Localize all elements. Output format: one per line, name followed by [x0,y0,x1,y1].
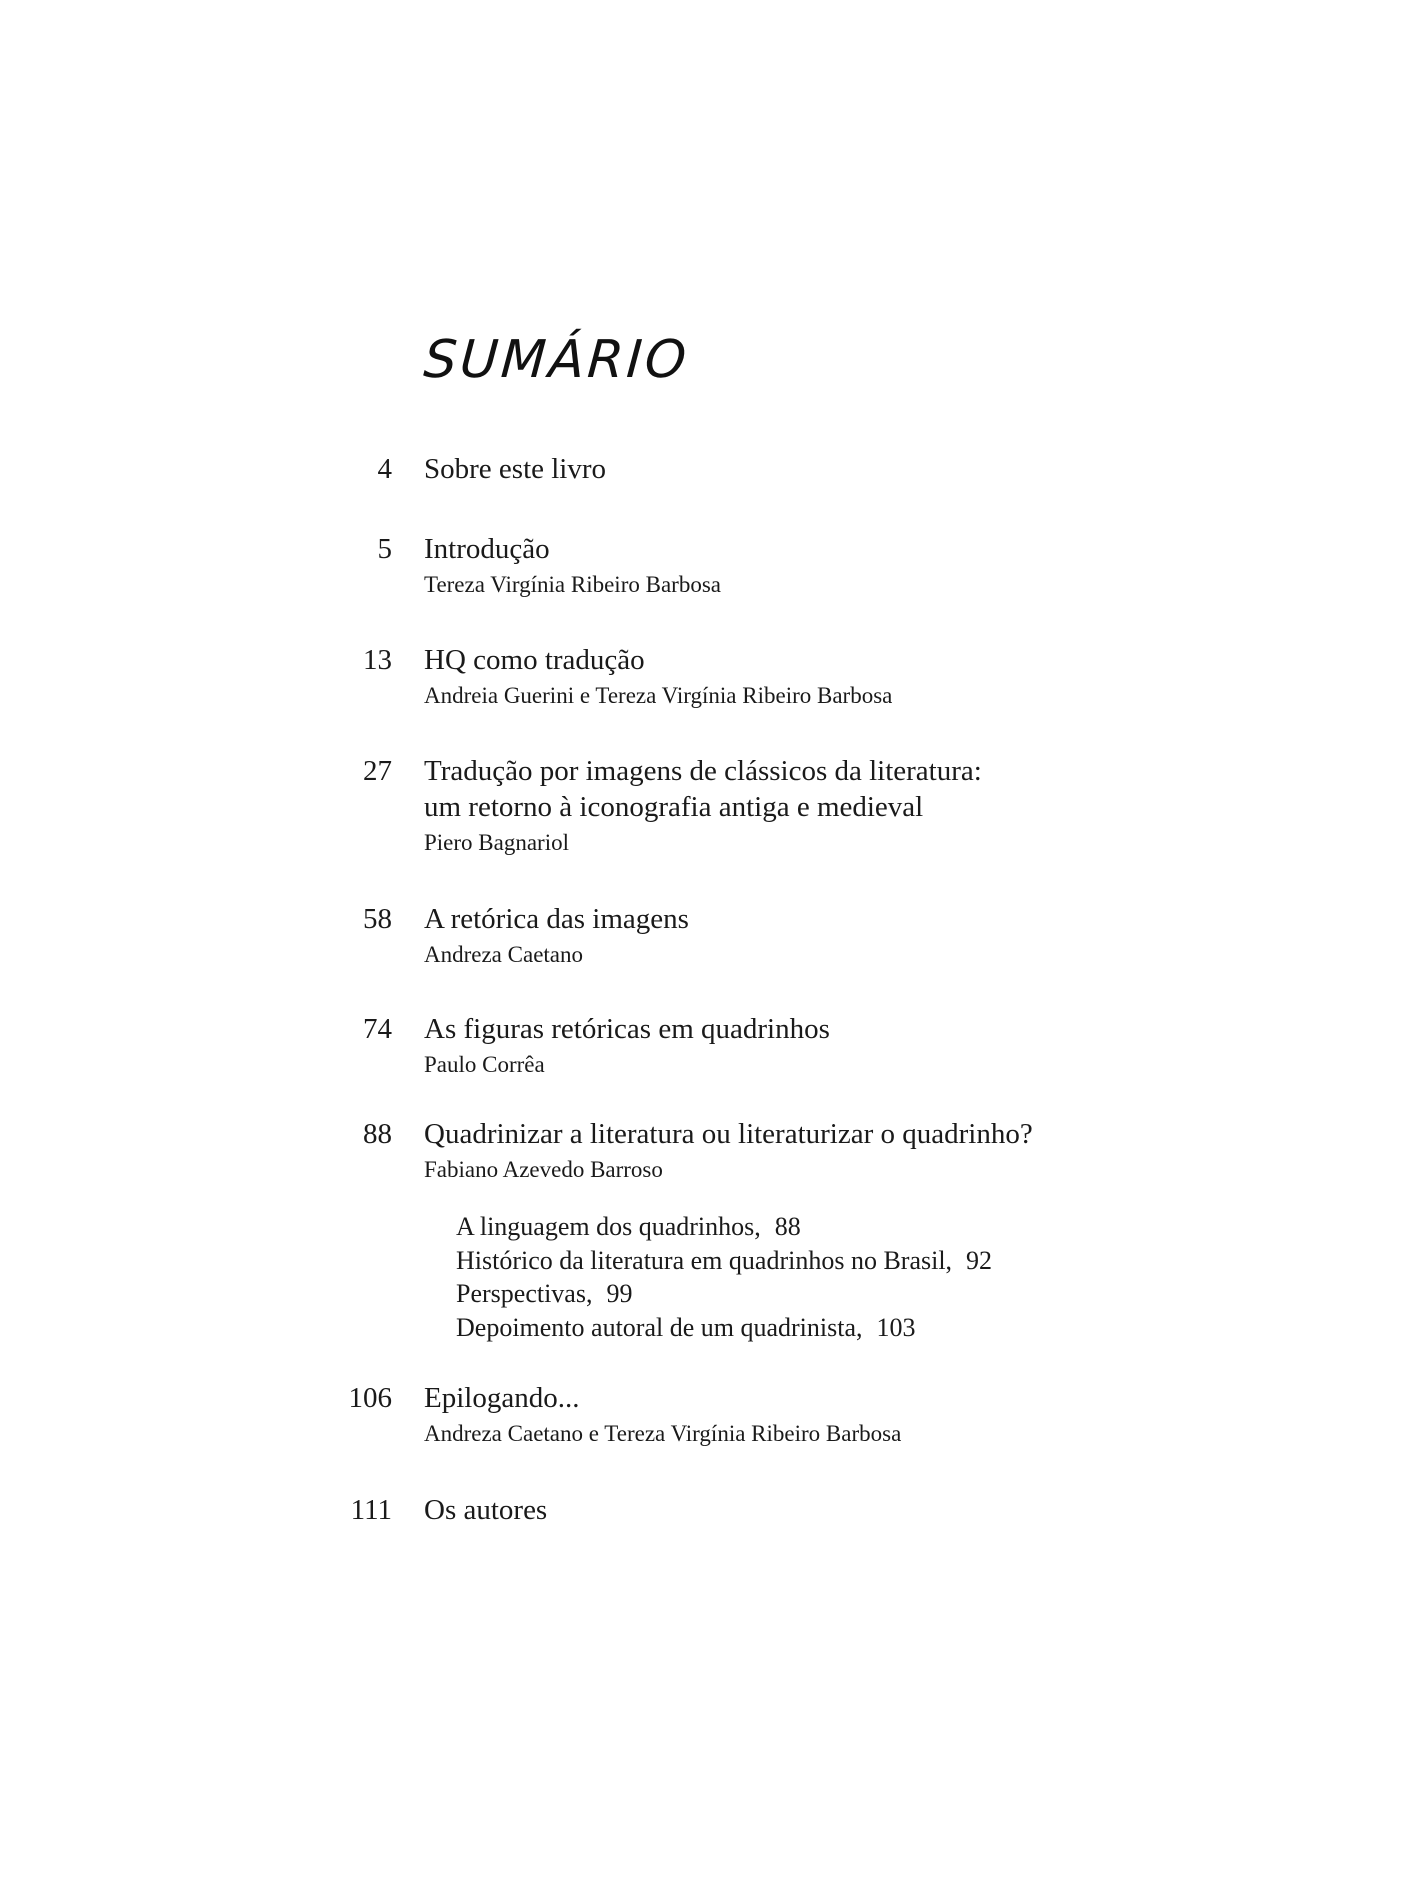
toc-entry-author: Andreza Caetano [424,942,584,967]
toc-subsection-title: Depoimento autoral de um quadrinista, [456,1312,863,1342]
toc-entry-title-line-1: Tradução por imagens de clássicos da literatura: [424,755,982,787]
toc-entry-author: Fabiano Azevedo Barroso [424,1157,663,1182]
toc-entry-title: Sobre este livro [424,453,607,485]
toc-entry-title: HQ como tradução [424,644,645,676]
toc-page-number: 4 [377,453,392,485]
toc-entry-title: Quadrinizar a literatura ou literaturizar o quadrinho? [424,1118,1033,1150]
toc-subsection-item[interactable] [456,1277,992,1311]
toc-subsection-title: Perspectivas, [456,1279,593,1308]
toc-page-number: 13 [363,644,392,676]
toc-subsection-page: 92 [966,1245,993,1275]
toc-page-number: 58 [363,903,392,935]
toc-subsection-title: Histórico da literatura em quadrinhos no Brasil, [456,1245,953,1275]
toc-entry-author: Paulo Corrêa [424,1052,545,1077]
toc-entry-title-line-2: um retorno à iconografia antiga e medieval [424,791,924,823]
toc-entry-author: Andreza Caetano e Tereza Virgínia Ribeiro Barbosa [424,1421,902,1446]
toc-entry-title: Epilogando... [424,1382,580,1414]
toc-entry-title: Introdução [424,533,550,565]
toc-subsection-page: 103 [876,1312,916,1342]
toc-subsection-title: A linguagem dos quadrinhos, [456,1212,761,1241]
toc-page-number: 74 [363,1013,392,1045]
toc-page-number: 88 [363,1118,392,1150]
toc-entry-title: A retórica das imagens [424,903,689,935]
toc-subsection-item[interactable] [456,1244,992,1278]
toc-page-number: 111 [350,1494,392,1526]
page-title: SUMÁRIO [421,330,692,390]
toc-entry-author: Piero Bagnariol [424,830,569,855]
toc-entry-author: Tereza Virgínia Ribeiro Barbosa [424,572,721,597]
toc-page-number: 5 [377,533,392,565]
toc-page-number: 27 [363,755,392,787]
toc-page-number: 106 [348,1382,392,1414]
toc-subsection-list [456,1210,992,1344]
toc-entry-title: As figuras retóricas em quadrinhos [424,1013,830,1045]
toc-subsection-page: 99 [606,1279,633,1308]
toc-entry-author: Andreia Guerini e Tereza Virgínia Ribeiro Barbosa [424,683,893,708]
toc-subsection-page: 88 [774,1212,801,1241]
toc-subsection-item[interactable] [456,1210,992,1244]
toc-subsection-item[interactable] [456,1311,992,1345]
toc-entry-title: Os autores [424,1494,548,1526]
